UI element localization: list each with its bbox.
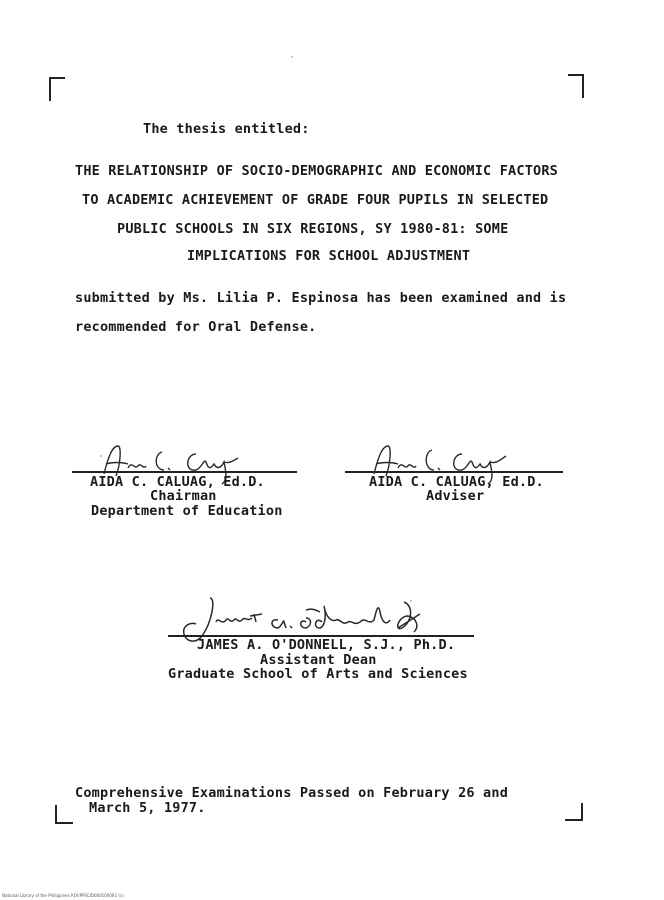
right-signatory-role: Adviser [426, 488, 485, 504]
exam-line-2: March 5, 1977. [89, 800, 206, 816]
left-signatory-role: Chairman [150, 488, 217, 504]
thesis-title-line-4: IMPLICATIONS FOR SCHOOL ADJUSTMENT [187, 248, 471, 264]
signature-line-right [345, 471, 563, 473]
intro-line: The thesis entitled: [143, 121, 310, 137]
corner-mark-top-left [49, 77, 65, 101]
scan-footer-tag: National Library of the Philippines ROVPPSCID0001000R1 (c) [2, 893, 124, 898]
left-signatory-name: AIDA C. CALUAG, Ed.D. [90, 474, 265, 490]
body-line-2: recommended for Oral Defense. [75, 319, 317, 335]
center-signatory-role: Assistant Dean [260, 652, 377, 668]
signature-line-left [72, 471, 297, 473]
thesis-title-line-3: PUBLIC SCHOOLS IN SIX REGIONS, SY 1980-81: SOME [117, 221, 509, 237]
scan-speck [291, 56, 293, 58]
right-signatory-name: AIDA C. CALUAG, Ed.D. [369, 474, 544, 490]
corner-mark-bottom-left [55, 805, 73, 824]
exam-line-1: Comprehensive Examinations Passed on February 26 and [75, 785, 509, 801]
center-signatory-name: JAMES A. O'DONNELL, S.J., Ph.D. [197, 637, 456, 653]
corner-mark-top-right [568, 74, 584, 98]
body-line-1: submitted by Ms. Lilia P. Espinosa has been examined and is [75, 290, 567, 306]
thesis-title-line-2: TO ACADEMIC ACHIEVEMENT OF GRADE FOUR PUPILS IN SELECTED [82, 192, 549, 208]
corner-mark-bottom-right [565, 803, 583, 821]
thesis-title-line-1: THE RELATIONSHIP OF SOCIO-DEMOGRAPHIC AND ECONOMIC FACTORS [75, 163, 559, 179]
center-signatory-department: Graduate School of Arts and Sciences [168, 666, 468, 682]
left-signatory-department: Department of Education [91, 503, 283, 519]
